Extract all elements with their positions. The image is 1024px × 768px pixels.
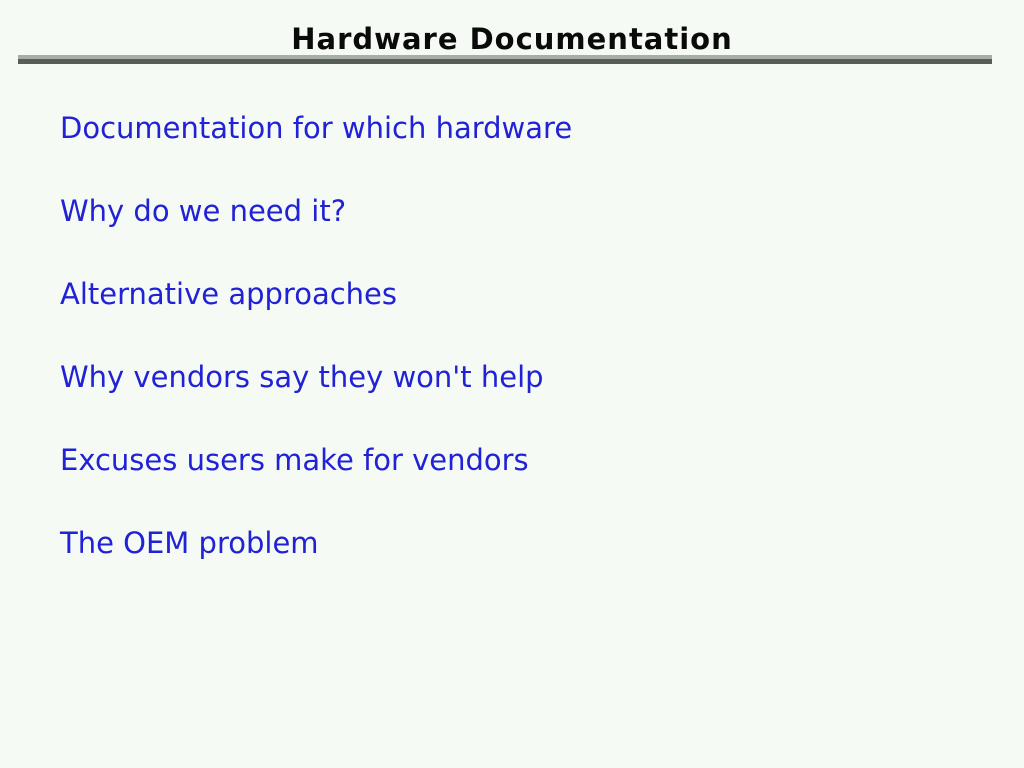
list-item-why-vendors-say-they-wont-help: Why vendors say they won't help bbox=[60, 360, 544, 394]
list-item-the-oem-problem: The OEM problem bbox=[60, 526, 319, 560]
slide bbox=[0, 22, 1024, 768]
list-item-why-do-we-need-it: Why do we need it? bbox=[60, 194, 347, 228]
list-item-alternative-approaches: Alternative approaches bbox=[60, 277, 397, 311]
page-title: Hardware Documentation bbox=[291, 22, 733, 56]
topic-list bbox=[60, 109, 984, 562]
list-item-documentation-for-which-hardware: Documentation for which hardware bbox=[60, 111, 573, 145]
list-item-excuses-users-make-for-vendors: Excuses users make for vendors bbox=[60, 443, 529, 477]
title-divider-rule bbox=[18, 55, 992, 64]
